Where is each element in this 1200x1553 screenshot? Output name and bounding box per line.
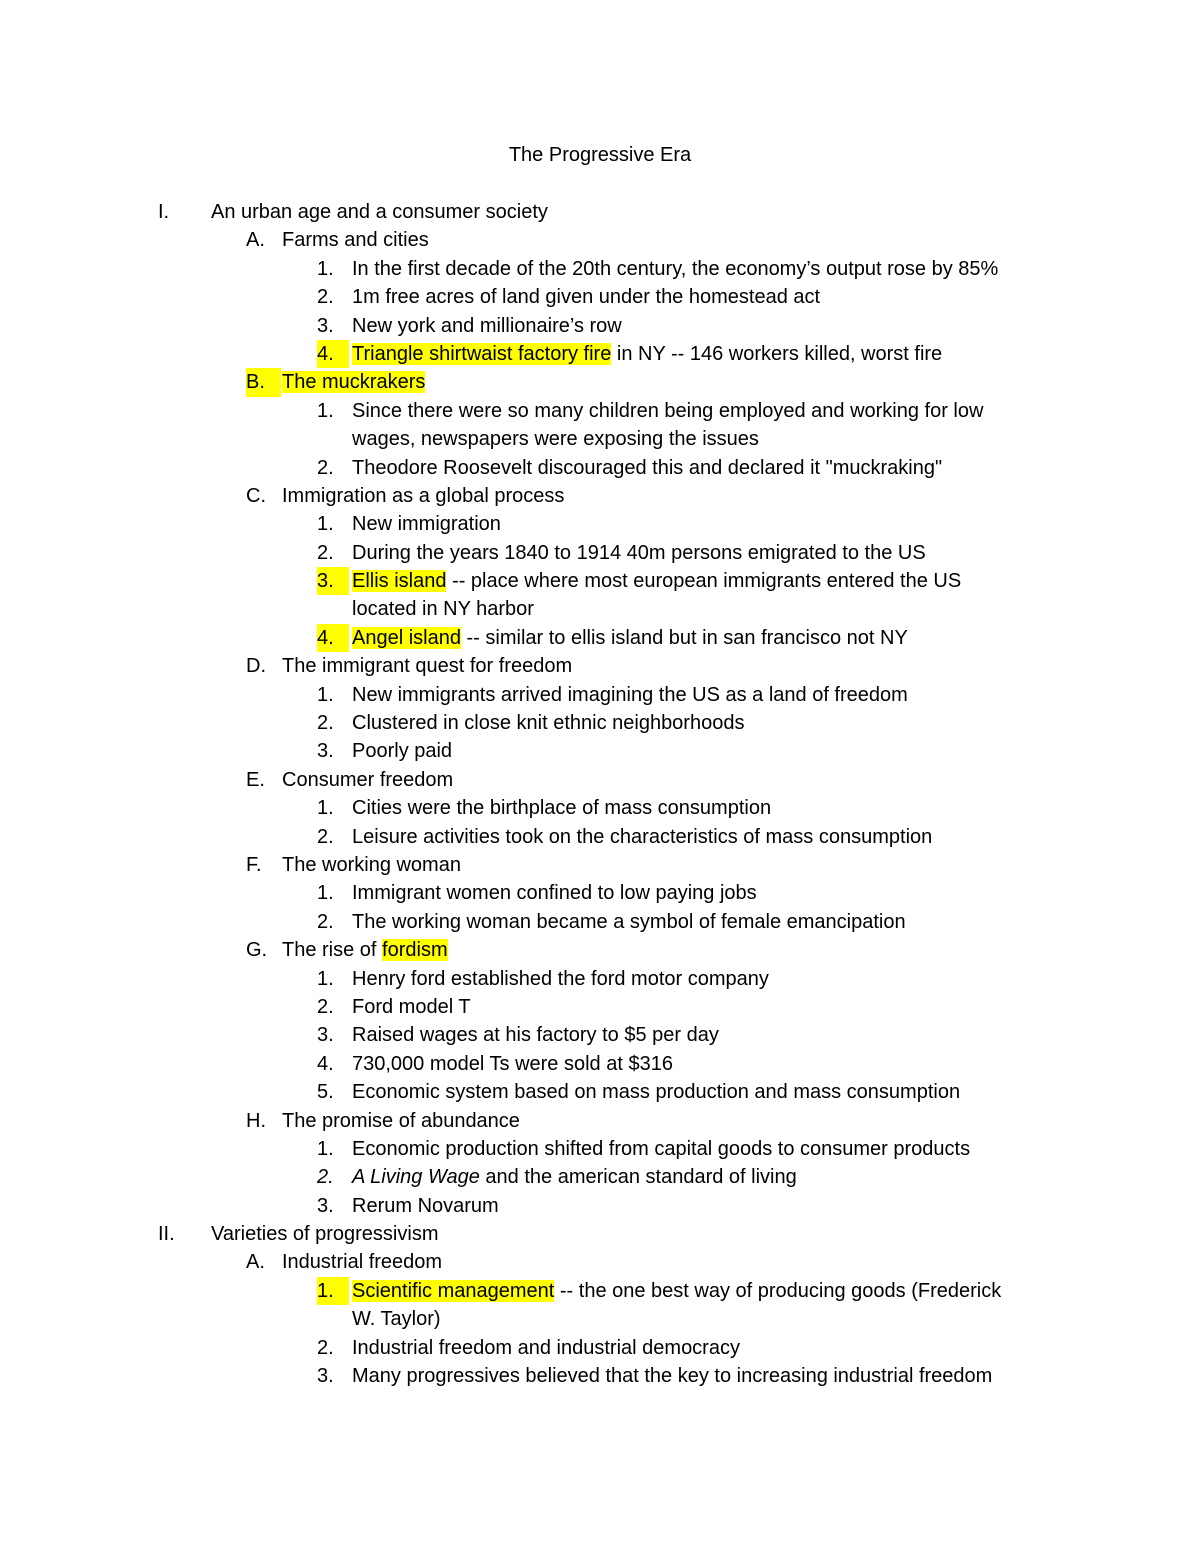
outline-text-body: 730,000 model Ts were sold at $316 [352,1052,673,1075]
outline-item-level-3 [0,823,1200,851]
outline-item-level-2 [0,482,1200,510]
outline-marker: B. [246,368,281,396]
outline-marker: F. [246,853,262,876]
outline-marker: 1. [317,1277,349,1305]
outline-text [352,510,501,538]
outline-item-level-2 [0,368,1200,396]
outline-item-level-3 [0,312,1200,340]
outline-marker: H. [246,1109,266,1132]
outline-text [282,1107,520,1135]
outline-text [352,425,759,453]
outline-text [352,709,744,737]
highlighted-text: fordism [382,939,448,962]
outline-text-body: Leisure activities took on the characteristics of mass consumption [352,825,933,848]
outline-marker: II. [158,1223,175,1246]
outline-text-body: Industrial freedom [282,1251,443,1274]
outline-text [352,539,926,567]
outline-text-body: Immigration as a global process [282,484,565,507]
outline-text [282,226,429,254]
highlighted-text: Angel island [352,626,461,649]
outline-item-level-3 [0,1163,1200,1191]
outline-text-body: Varieties of progressivism [211,1223,439,1246]
outline-marker: 2. [317,1166,334,1189]
outline-marker: 2. [317,995,334,1018]
outline-item-level-3 [0,1192,1200,1220]
outline-text-body: An urban age and a consumer society [211,201,548,223]
highlighted-text: Ellis island [352,570,447,593]
outline-item-level-3 [0,255,1200,283]
outline-text-body: 1m free acres of land given under the homestead act [352,286,821,309]
outline-marker: 3. [317,567,349,595]
outline-marker: 2. [317,286,334,309]
outline-text [211,198,548,226]
outline-item-level-2 [0,1107,1200,1135]
outline-text [352,595,534,623]
outline-text-body: -- the one best way of producing goods (Frederick [554,1279,1002,1302]
outline-text [352,823,932,851]
outline-text-body: Rerum Novarum [352,1194,499,1217]
outline-text [352,794,771,822]
outline-item-level-2 [0,226,1200,254]
outline-text-body: Consumer freedom [282,768,454,791]
outline-text [352,1362,992,1390]
outline-list [0,198,1200,1390]
outline-item-level-3 [0,340,1200,368]
outline-item-level-3 [0,965,1200,993]
outline-text-body: W. Taylor) [352,1308,441,1331]
outline-item-level-3 [0,1362,1200,1390]
outline-marker: I. [158,201,170,223]
outline-text-body: New immigrants arrived imagining the US as a land of freedom [352,683,908,706]
page-title: The Progressive Era [508,144,692,166]
highlighted-text: Triangle shirtwaist factory fire [352,342,612,365]
outline-text-body: The rise of [282,939,383,962]
outline-item-level-3 [0,1277,1200,1305]
outline-item-level-3 [0,794,1200,822]
outline-text-body: -- similar to ellis island but in san francisco not NY [460,626,908,649]
outline-item-level-2 [0,851,1200,879]
outline-item-level-3 [0,681,1200,709]
outline-marker: 5. [317,1081,334,1104]
outline-marker: C. [246,484,266,507]
outline-item-level-2 [0,652,1200,680]
outline-text-body: Many progressives believed that the key to increasing industrial freedom [352,1365,993,1388]
outline-marker: 3. [317,740,334,763]
outline-text-body: The working woman [282,853,461,876]
outline-item-level-3 [0,879,1200,907]
outline-text-body: In the first decade of the 20th century, the economy’s output rose by 85% [352,257,999,280]
outline-text-body: Henry ford established the ford motor company [352,967,769,990]
outline-text [352,1050,673,1078]
outline-item-level-1 [0,1220,1200,1248]
outline-item-level-3 [0,737,1200,765]
outline-text [352,1192,499,1220]
outline-text-body: Ford model T [352,995,471,1018]
outline-text-body: Industrial freedom and industrial democracy [352,1336,740,1359]
outline-text [352,567,961,595]
outline-item-level-3 [0,595,1200,623]
outline-text-body: and the american standard of living [479,1166,797,1189]
outline-marker: 2. [317,712,334,735]
outline-item-level-3 [0,624,1200,652]
outline-text [282,1248,442,1276]
outline-marker: 1. [317,967,334,990]
outline-text-body: Economic production shifted from capital goods to consumer products [352,1137,971,1160]
italic-title-text: A Living Wage [352,1166,480,1189]
outline-marker: 1. [317,513,334,536]
outline-item-level-3 [0,1334,1200,1362]
outline-text [352,624,908,652]
outline-text [352,340,942,368]
outline-text-body: wages, newspapers were exposing the issues [352,428,759,451]
outline-item-level-3 [0,1305,1200,1333]
outline-text [352,312,622,340]
outline-text-body: New immigration [352,513,501,536]
outline-marker: D. [246,655,266,678]
outline-marker: 1. [317,797,334,820]
outline-text-body: in NY -- 146 workers killed, worst fire [611,342,943,365]
outline-text-body: Since there were so many children being employed and working for low [352,399,984,422]
outline-item-level-3 [0,397,1200,425]
highlighted-text: The muckrakers [282,371,426,394]
outline-text [352,1305,441,1333]
outline-marker: G. [246,939,268,962]
outline-item-level-3 [0,567,1200,595]
outline-marker: 3. [317,314,334,337]
outline-item-level-1 [0,198,1200,226]
outline-item-level-2 [0,766,1200,794]
outline-text [352,737,452,765]
outline-text-body: The working woman became a symbol of female emancipation [352,910,906,933]
outline-item-level-3 [0,1135,1200,1163]
outline-item-level-3 [0,1050,1200,1078]
outline-text [352,1334,740,1362]
outline-text [282,368,425,396]
outline-item-level-3 [0,709,1200,737]
outline-marker: 4. [317,1052,334,1075]
outline-text-body: Theodore Roosevelt discouraged this and declared it "muckraking" [352,456,943,479]
outline-marker: 1. [317,399,334,422]
outline-marker: 2. [317,541,334,564]
outline-marker: A. [246,1251,265,1274]
outline-item-level-3 [0,425,1200,453]
outline-marker: 2. [317,456,334,479]
outline-item-level-3 [0,510,1200,538]
outline-text [352,1021,719,1049]
outline-text [352,965,769,993]
outline-marker: 4. [317,624,349,652]
outline-marker: 4. [317,340,349,368]
outline-text [352,908,906,936]
outline-text [352,879,757,907]
outline-text-body: Poorly paid [352,740,453,763]
outline-text-body: located in NY harbor [352,598,534,621]
outline-text [352,1277,1001,1305]
outline-text-body: The immigrant quest for freedom [282,655,573,678]
outline-text [352,681,908,709]
outline-text-body: The promise of abundance [282,1109,520,1132]
outline-text [352,1078,960,1106]
outline-text-body: Cities were the birthplace of mass consumption [352,797,772,820]
outline-item-level-3 [0,1078,1200,1106]
outline-text-body: Clustered in close knit ethnic neighborhoods [352,712,745,735]
outline-marker: 3. [317,1024,334,1047]
outline-text-body: Immigrant women confined to low paying jobs [352,882,757,905]
outline-marker: 2. [317,825,334,848]
outline-text [282,936,448,964]
outline-text-body: Economic system based on mass production and mass consumption [352,1081,961,1104]
outline-text [352,454,942,482]
outline-text-body: Raised wages at his factory to $5 per day [352,1024,719,1047]
outline-marker: E. [246,768,265,791]
outline-item-level-3 [0,539,1200,567]
outline-text [352,397,983,425]
outline-item-level-2 [0,936,1200,964]
outline-text-body: During the years 1840 to 1914 40m persons emigrated to the US [352,541,926,564]
outline-marker: 3. [317,1365,334,1388]
outline-text [352,283,820,311]
outline-text-body: New york and millionaire’s row [352,314,622,337]
outline-text [282,851,461,879]
outline-marker: A. [246,229,265,252]
outline-text-body: -- place where most european immigrants entered the US [446,570,962,593]
outline-item-level-3 [0,283,1200,311]
outline-item-level-3 [0,993,1200,1021]
outline-text [282,652,572,680]
outline-marker: 2. [317,1336,334,1359]
outline-marker: 1. [317,683,334,706]
outline-text [282,482,564,510]
outline-text [352,993,471,1021]
outline-text [352,1135,970,1163]
outline-text [211,1220,438,1248]
outline-marker: 1. [317,1137,334,1160]
highlighted-text: Scientific management [352,1279,555,1302]
outline-marker: 2. [317,910,334,933]
outline-item-level-3 [0,908,1200,936]
outline-text [352,255,998,283]
outline-marker: 1. [317,257,334,280]
outline-text-body: Farms and cities [282,229,429,252]
outline-item-level-2 [0,1248,1200,1276]
outline-marker: 1. [317,882,334,905]
outline-text [282,766,453,794]
outline-item-level-3 [0,454,1200,482]
outline-item-level-3 [0,1021,1200,1049]
outline-text [352,1163,797,1191]
outline-marker: 3. [317,1194,334,1217]
